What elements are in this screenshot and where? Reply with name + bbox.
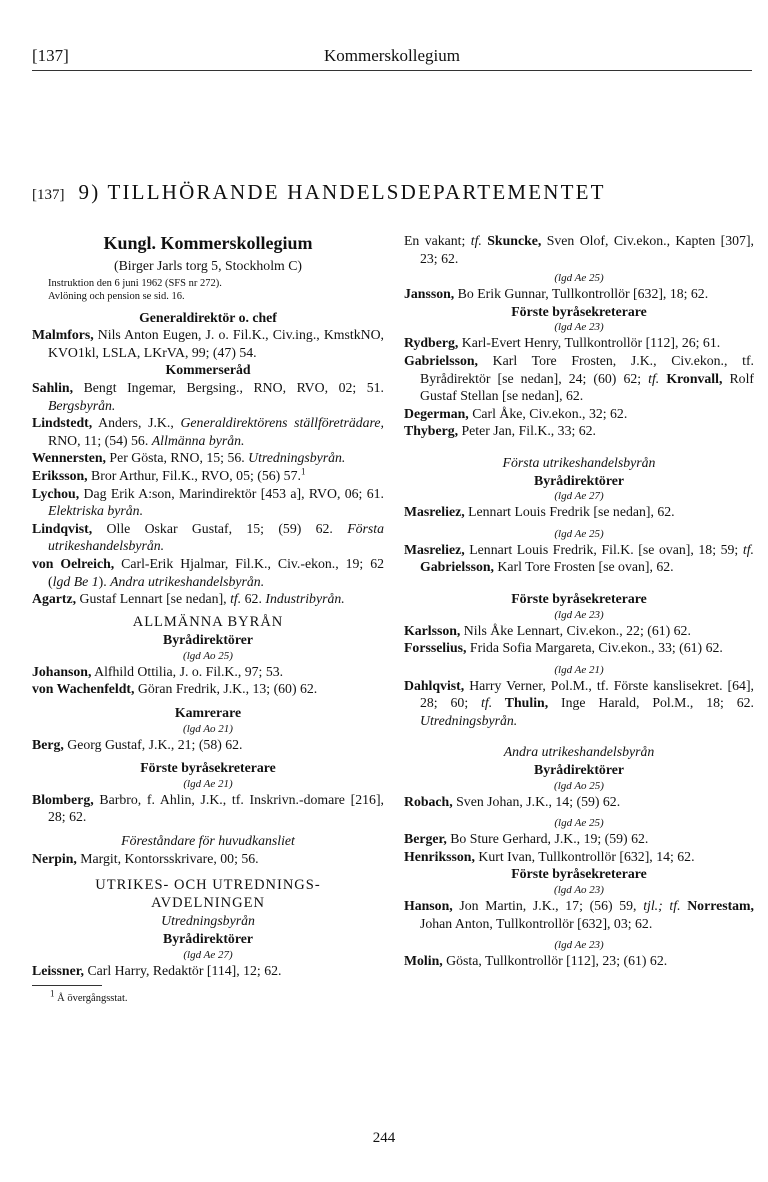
entry-thyberg: Thyberg, Peter Jan, Fil.K., 33; 62.: [404, 423, 597, 439]
heading-avdelningen: AVDELNINGEN: [151, 894, 265, 911]
section-heading: 9) TILLHÖRANDE HANDELSDEPARTEMENTET: [78, 180, 606, 204]
heading-byradirektorer: Byrådirektörer: [163, 931, 253, 946]
entry-berger: Berger, Bo Sture Gerhard, J.K., 19; (59) 62.: [404, 831, 649, 847]
footnote-ref: 1: [300, 466, 306, 477]
salary-grade: (lgd Ae 25): [554, 272, 604, 285]
running-head: [32, 44, 752, 71]
heading-utredningsbyran: Utredningsbyrån: [161, 913, 255, 929]
running-head-page-ref: [137]: [32, 46, 69, 65]
running-head-title: Kommerskollegium: [324, 46, 460, 65]
instruction-note: Instruktion den 6 juni 1962 (SFS nr 272).: [48, 277, 222, 289]
entry-gabrielsson: Gabrielsson, Karl Tore Frosten, J.K., Civ.ekon., tf. Byrådirektör [se nedan], 24; (60) 62; tf. Kronvall, Rolf Gustaf Stellan [se nedan], 62.: [404, 352, 755, 404]
entry-wachenfeldt: von Wachenfeldt, Göran Fredrik, J.K., 13; (60) 62.: [32, 681, 318, 697]
salary-grade: (lgd Ae 23): [554, 608, 604, 621]
entry-leissner: Leissner, Carl Harry, Redaktör [114], 12; 62.: [32, 962, 282, 978]
entry-henriksson: Henriksson, Kurt Ivan, Tullkontrollör [632], 14; 62.: [404, 848, 695, 864]
heading-forste-byrasekreterare: Förste byråsekreterare: [140, 760, 276, 776]
entry-blomberg: Blomberg, Barbro, f. Ahlin, J.K., tf. Inskrivn.-domare [216], 28; 62.: [32, 791, 384, 825]
entry-molin: Molin, Gösta, Tullkontrollör [112], 23; (61) 62.: [404, 953, 668, 969]
heading-utrikes-avdelningen: UTRIKES- OCH UTREDNINGS-: [95, 877, 321, 894]
entry-berg: Berg, Georg Gustaf, J.K., 21; (58) 62.: [32, 736, 243, 752]
salary-grade: (lgd Ae 21): [554, 663, 604, 676]
heading-forste-byrasekreterare: Förste byråsekreterare: [511, 866, 647, 882]
entry-nerpin: Nerpin, Margit, Kontorsskrivare, 00; 56.: [32, 850, 259, 866]
page-number: 244: [372, 1130, 396, 1146]
heading-kamrerare: Kamrerare: [174, 705, 242, 721]
entry-masreliez: Masreliez, Lennart Louis Fredrik [se nedan], 62.: [404, 504, 675, 520]
salary-grade: (lgd Ae 25): [554, 817, 604, 830]
salary-grade: (lgd Ao 21): [183, 722, 233, 735]
entry-lindqvist: Lindqvist, Olle Oskar Gustaf, 15; (59) 62. Första utrikeshandelsbyrån.: [32, 520, 384, 554]
right-column: [404, 232, 754, 970]
heading-allmanna-byran: ALLMÄNNA BYRÅN: [132, 613, 284, 630]
salary-grade: (lgd Ao 25): [554, 779, 604, 792]
institution-name: Kungl. Kommerskollegium: [103, 233, 313, 253]
entry-rydberg: Rydberg, Karl-Evert Henry, Tullkontrollör [112], 26; 61.: [404, 335, 721, 351]
salary-grade: (lgd Ao 25): [183, 649, 233, 662]
entry-oelreich: von Oelreich, Carl-Erik Hjalmar, Fil.K., Civ.-ekon., 19; 62 (lgd Be 1). Andra utrikeshandelsbyrån.: [32, 555, 385, 589]
left-column: [32, 232, 384, 1008]
entry-karlsson: Karlsson, Nils Åke Lennart, Civ.ekon., 22; (61) 62.: [404, 622, 691, 638]
institution-address: (Birger Jarls torg 5, Stockholm C): [113, 258, 303, 273]
heading-kommerserad: Kommerseråd: [165, 362, 251, 378]
heading-forestandare: Föreståndare för huvudkansliet: [121, 833, 295, 849]
entry-lindstedt: Lindstedt, Anders, J.K., Generaldirektörens ställföreträdare, RNO, 11; (54) 56. Allmänna byrån.: [32, 415, 384, 448]
entry-johanson: Johanson, Alfhild Ottilia, J. o. Fil.K., 97; 53.: [32, 663, 284, 679]
salary-grade: (lgd Ae 25): [554, 527, 604, 540]
entry-malmfors: Malmfors, Nils Anton Eugen, J. o. Fil.K., Civ.ing., KmstkNO, KVO1kl, LSLA, LKrVA, 99; (47) 54.: [32, 327, 384, 360]
entry-vakant-skuncke: En vakant; tf. Skuncke, Sven Olof, Civ.ekon., Kapten [307], 23; 62.: [404, 233, 755, 266]
section-number: [137]: [32, 187, 65, 203]
heading-forsta-utrikeshandelsbyran: Första utrikeshandelsbyrån: [502, 454, 656, 470]
section-title: [32, 180, 752, 205]
heading-forste-byrasekreterare: Förste byråsekreterare: [511, 303, 647, 319]
heading-generaldirektor: Generaldirektör o. chef: [139, 309, 277, 325]
entry-forsselius: Forsselius, Frida Sofia Margareta, Civ.ekon., 33; (61) 62.: [404, 640, 723, 656]
footnote: $^1$ Å övergångsstat.: [32, 985, 384, 1008]
entry-sahlin: Sahlin, Bengt Ingemar, Bergsing., RNO, RVO, 02; 51. Bergsbyrån.: [32, 379, 384, 413]
entry-name: Malmfors,: [32, 327, 94, 343]
entry-robach: Robach, Sven Johan, J.K., 14; (59) 62.: [404, 793, 621, 809]
salary-grade: (lgd Ae 27): [183, 948, 233, 961]
salary-grade: (lgd Ao 23): [554, 884, 604, 897]
heading-forste-byrasekreterare: Förste byråsekreterare: [511, 590, 647, 606]
heading-byradirektorer: Byrådirektörer: [534, 762, 624, 778]
salary-grade: (lgd Ae 23): [554, 939, 604, 952]
entry-masreliez-2: Masreliez, Lennart Louis Fredrik, Fil.K. [se ovan], 18; 59; tf. Gabrielsson, Karl Tore Frosten [se ovan], 62.: [404, 541, 754, 575]
heading-byradirektorer: Byrådirektörer: [163, 632, 253, 648]
entry-lychou: Lychou, Dag Erik A:son, Marindirektör [453 a], RVO, 06; 61. Elektriska byrån.: [32, 485, 384, 519]
entry-hanson: Hanson, Jon Martin, J.K., 17; (56) 59, tjl.; tf. Norrestam, Johan Anton, Tullkontrollör [632], 03; 62.: [404, 898, 754, 931]
entry-dahlqvist: Dahlqvist, Harry Verner, Pol.M., tf. Förste kanslisekret. [64], 28; 60; tf. Thulin, Inge Harald, Pol.M., 18; 62. Utredningsbyrån.: [404, 677, 754, 728]
entry-wennersten: Wennersten, Per Gösta, RNO, 15; 56. Utredningsbyrån.: [32, 450, 346, 466]
salary-grade: (lgd Ae 21): [183, 777, 233, 790]
entry-degerman: Degerman, Carl Åke, Civ.ekon., 32; 62.: [404, 405, 628, 421]
salary-grade: (lgd Ae 27): [554, 490, 604, 503]
salary-grade: (lgd Ae 23): [554, 321, 604, 334]
entry-eriksson: Eriksson, Bror Arthur, Fil.K., RVO, 05; (56) 57.$^1$: [32, 466, 306, 483]
heading-andra-utrikeshandelsbyran: Andra utrikeshandelsbyrån: [503, 744, 655, 760]
entry-agartz: Agartz, Gustaf Lennart [se nedan], tf. 62. Industribyrån.: [32, 591, 345, 607]
entry-jansson: Jansson, Bo Erik Gunnar, Tullkontrollör [632], 18; 62.: [404, 286, 709, 302]
heading-byradirektorer: Byrådirektörer: [534, 472, 624, 488]
pay-note: Avlöning och pension se sid. 16.: [48, 290, 185, 302]
